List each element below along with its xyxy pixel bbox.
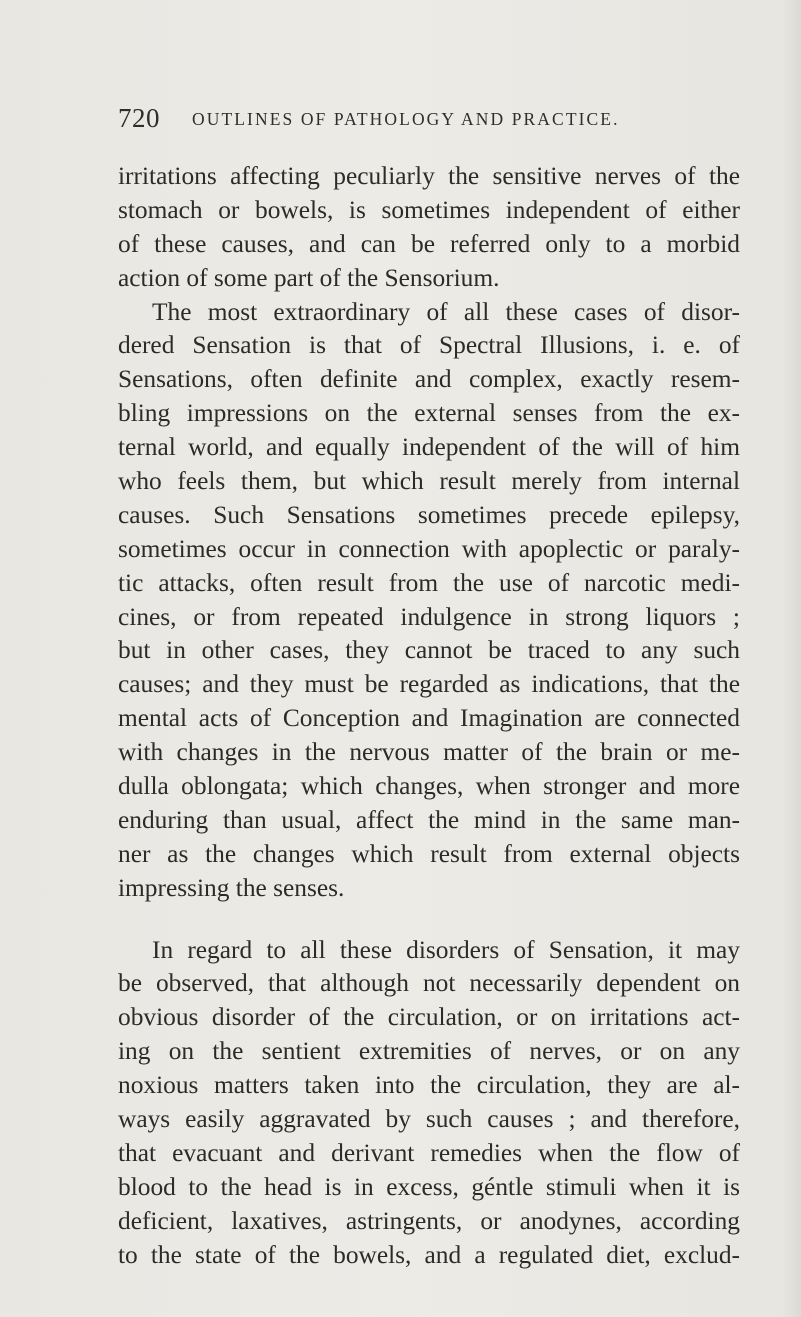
text-line: cines, or from repeated indulgence in strong liquors ; — [118, 602, 740, 631]
text-line: ner as the changes which result from external objects — [118, 839, 740, 868]
body-text — [118, 160, 740, 1273]
paragraph-gap — [118, 906, 740, 934]
page-number: 720 — [118, 103, 160, 133]
text-line: impressing the senses. — [118, 873, 345, 902]
text-line: dered Sensation is that of Spectral Illusions, i. e. of — [118, 331, 740, 360]
text-line: causes. Such Sensations sometimes precede epilepsy, — [118, 500, 740, 529]
running-title: OUTLINES OF PATHOLOGY AND PRACTICE. — [192, 109, 620, 129]
text-line: irritations affecting peculiarly the sensitive nerves of the — [118, 162, 740, 190]
text-line: ternal world, and equally independent of the will of him — [118, 433, 740, 462]
text-line: of these causes, and can be referred only to a morbid — [118, 229, 740, 258]
text-line: that evacuant and derivant remedies when the flow of — [118, 1138, 740, 1167]
paragraph-1 — [118, 160, 740, 296]
text-line: tic attacks, often result from the use of narcotic medi- — [118, 568, 740, 597]
text-line: deficient, laxatives, astringents, or anodynes, according — [118, 1206, 740, 1235]
text-line: obvious disorder of the circulation, or on irritations act- — [118, 1003, 740, 1032]
text-line: ing on the sentient extremities of nerves, or on any — [118, 1037, 740, 1066]
text-line: sometimes occur in connection with apoplectic or paraly- — [118, 534, 740, 563]
text-line: The most extraordinary of all these cases of disor- — [152, 297, 740, 326]
paragraph-3 — [118, 934, 740, 1273]
text-line: to the state of the bowels, and a regulated diet, exclud- — [118, 1240, 740, 1269]
text-line: bling impressions on the external senses from the ex- — [118, 399, 740, 428]
paragraph-2 — [118, 296, 740, 906]
text-line: In regard to all these disorders of Sensation, it may — [152, 935, 740, 964]
text-line: with changes in the nervous matter of the brain or me- — [118, 738, 740, 767]
text-line: causes; and they must be regarded as indications, that the — [118, 670, 740, 699]
text-line: blood to the head is in excess, géntle stimuli when it is — [118, 1172, 740, 1201]
text-line: noxious matters taken into the circulation, they are al- — [118, 1071, 740, 1100]
text-line: stomach or bowels, is sometimes independent of either — [118, 195, 740, 224]
text-line: dulla oblongata; which changes, when stronger and more — [118, 772, 740, 801]
text-line: mental acts of Conception and Imagination are connected — [118, 704, 740, 733]
text-line: who feels them, but which result merely from internal — [118, 467, 740, 496]
text-line: enduring than usual, affect the mind in the same man- — [118, 805, 740, 834]
text-line: ways easily aggravated by such causes ; and therefore, — [118, 1105, 740, 1134]
text-line: but in other cases, they cannot be traced to any such — [118, 636, 740, 665]
text-line: Sensations, often definite and complex, exactly resem- — [118, 365, 740, 394]
running-head — [118, 103, 738, 134]
text-line: be observed, that although not necessarily dependent on — [118, 969, 740, 998]
text-line: action of some part of the Sensorium. — [118, 263, 500, 292]
